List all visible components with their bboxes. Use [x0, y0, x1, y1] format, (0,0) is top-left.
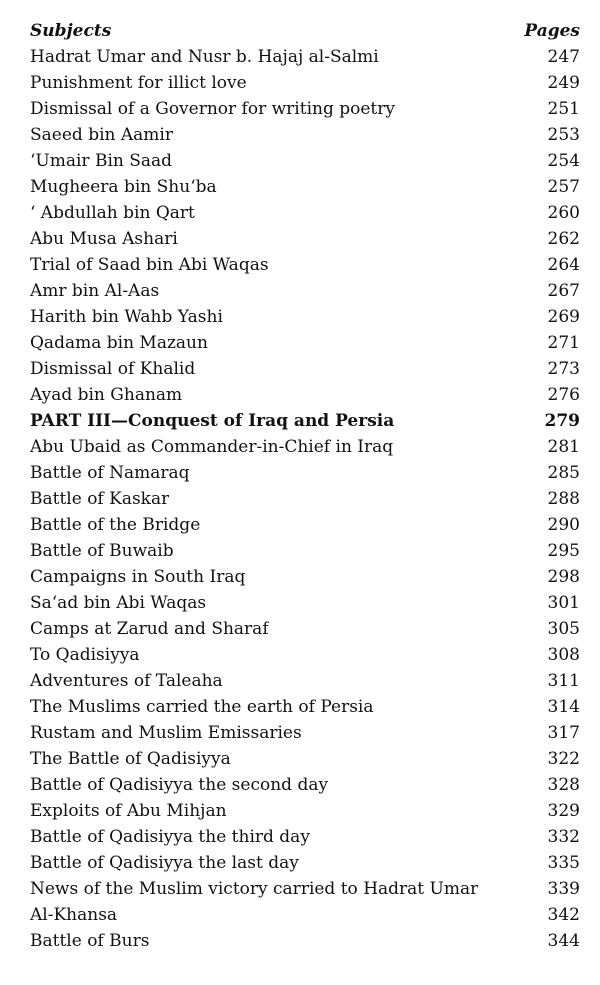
- toc-entry: [30, 512, 580, 538]
- toc-entry-subject: Amr bin Al-Aas: [30, 281, 160, 301]
- toc-entry: [30, 252, 580, 278]
- toc-entry-subject: To Qadisiyya: [30, 645, 140, 665]
- toc-entry: [30, 148, 580, 174]
- toc-entry-page: 335: [547, 853, 580, 873]
- toc-entry: [30, 772, 580, 798]
- toc-entry-page: 260: [547, 203, 580, 223]
- toc-entry-page: 251: [547, 99, 580, 119]
- toc-entry-subject: Harith bin Wahb Yashi: [30, 307, 223, 327]
- toc-entry: [30, 330, 580, 356]
- toc-entry: [30, 434, 580, 460]
- toc-entry: [30, 70, 580, 96]
- toc-entry: [30, 798, 580, 824]
- toc-entry: [30, 564, 580, 590]
- toc-entry-page: 253: [547, 125, 580, 145]
- toc-entry-subject: ‘Umair Bin Saad: [30, 151, 173, 171]
- toc-entry-page: 254: [547, 151, 580, 171]
- pages-heading: Pages: [524, 21, 580, 41]
- toc-entry: [30, 278, 580, 304]
- toc-entry: [30, 44, 580, 70]
- toc-entry-subject: Campaigns in South Iraq: [30, 567, 246, 587]
- toc-entry-page: 281: [547, 437, 580, 457]
- toc-entry-subject: Battle of Kaskar: [30, 489, 170, 509]
- toc-entry-page: 273: [547, 359, 580, 379]
- toc-list: [30, 44, 580, 954]
- toc-entry-subject: Dismissal of a Governor for writing poetry: [30, 99, 395, 119]
- toc-entry-page: 314: [547, 697, 580, 717]
- toc-entry-page: 311: [547, 671, 580, 691]
- toc-entry-subject: Qadama bin Mazaun: [30, 333, 208, 353]
- toc-entry: [30, 746, 580, 772]
- toc-entry-page: 257: [547, 177, 580, 197]
- toc-entry-subject: Battle of Qadisiyya the second day: [30, 775, 329, 795]
- toc-entry-subject: Al-Khansa: [30, 905, 118, 925]
- toc-entry-page: 279: [544, 411, 580, 431]
- toc-entry-page: 329: [547, 801, 580, 821]
- toc-entry-subject: Abu Ubaid as Commander-in-Chief in Iraq: [30, 437, 394, 457]
- toc-entry-page: 328: [547, 775, 580, 795]
- toc-entry: [30, 720, 580, 746]
- toc-entry: [30, 850, 580, 876]
- toc-entry: [30, 616, 580, 642]
- toc-entry-page: 301: [547, 593, 580, 613]
- toc-entry: [30, 200, 580, 226]
- toc-entry-page: 249: [547, 73, 580, 93]
- toc-entry: [30, 824, 580, 850]
- toc-entry-page: 290: [547, 515, 580, 535]
- toc-entry-subject: Saeed bin Aamir: [30, 125, 173, 145]
- toc-entry-subject: Battle of Burs: [30, 931, 150, 951]
- toc-entry-subject: Abu Musa Ashari: [30, 229, 178, 249]
- toc-entry-subject: Rustam and Muslim Emissaries: [30, 723, 302, 743]
- toc-entry-page: 298: [547, 567, 580, 587]
- toc-entry-page: 262: [547, 229, 580, 249]
- toc-entry-page: 332: [547, 827, 580, 847]
- toc-entry: [30, 928, 580, 954]
- toc-entry-subject: Ayad bin Ghanam: [30, 385, 183, 405]
- toc-entry: [30, 902, 580, 928]
- toc-entry-subject: Trial of Saad bin Abi Waqas: [30, 255, 269, 275]
- toc-entry-subject: Sa‘ad bin Abi Waqas: [30, 593, 207, 613]
- toc-entry-page: 317: [547, 723, 580, 743]
- toc-part-heading: [30, 408, 580, 434]
- toc-entry: [30, 356, 580, 382]
- toc-entry-page: 305: [547, 619, 580, 639]
- toc-entry-page: 276: [547, 385, 580, 405]
- toc-entry: [30, 382, 580, 408]
- toc-entry-page: 271: [547, 333, 580, 353]
- toc-entry-page: 308: [547, 645, 580, 665]
- toc-entry-subject: Battle of Buwaib: [30, 541, 174, 561]
- toc-entry: [30, 876, 580, 902]
- toc-entry-subject: The Muslims carried the earth of Persia: [30, 697, 374, 717]
- toc-entry-subject: Battle of Qadisiyya the last day: [30, 853, 299, 873]
- toc-entry-page: 339: [547, 879, 580, 899]
- toc-entry-subject: Punishment for illict love: [30, 73, 247, 93]
- toc-entry: [30, 590, 580, 616]
- toc-entry-subject: PART III—Conquest of Iraq and Persia: [30, 411, 395, 431]
- toc-entry-subject: Mugheera bin Shu‘ba: [30, 177, 217, 197]
- toc-entry-subject: Dismissal of Khalid: [30, 359, 196, 379]
- toc-entry-page: 264: [547, 255, 580, 275]
- toc-entry-subject: Battle of Qadisiyya the third day: [30, 827, 310, 847]
- toc-entry-subject: Adventures of Taleaha: [30, 671, 223, 691]
- toc-entry: [30, 96, 580, 122]
- toc-entry-page: 267: [547, 281, 580, 301]
- subjects-heading: Subjects: [30, 21, 112, 41]
- toc-entry-subject: News of the Muslim victory carried to Hadrat Umar: [30, 879, 479, 899]
- toc-entry-subject: ‘ Abdullah bin Qart: [30, 203, 195, 223]
- toc-entry-page: 247: [547, 47, 580, 67]
- toc-entry-subject: Hadrat Umar and Nusr b. Hajaj al-Salmi: [30, 47, 379, 67]
- toc-entry-page: 344: [547, 931, 580, 951]
- toc-entry-subject: Battle of the Bridge: [30, 515, 201, 535]
- toc-entry-page: 269: [547, 307, 580, 327]
- toc-entry: [30, 486, 580, 512]
- toc-entry-subject: The Battle of Qadisiyya: [30, 749, 231, 769]
- toc-entry-page: 285: [547, 463, 580, 483]
- toc-entry: [30, 642, 580, 668]
- toc-entry: [30, 668, 580, 694]
- toc-header: [30, 18, 580, 44]
- toc-entry: [30, 174, 580, 200]
- toc-entry-subject: Exploits of Abu Mihjan: [30, 801, 227, 821]
- toc-entry: [30, 460, 580, 486]
- toc-entry: [30, 538, 580, 564]
- toc-entry-page: 295: [547, 541, 580, 561]
- toc-entry-page: 288: [547, 489, 580, 509]
- toc-entry-subject: Battle of Namaraq: [30, 463, 190, 483]
- toc-entry: [30, 226, 580, 252]
- toc-entry-page: 342: [547, 905, 580, 925]
- toc-entry-page: 322: [547, 749, 580, 769]
- toc-entry: [30, 122, 580, 148]
- toc-entry: [30, 304, 580, 330]
- toc-entry: [30, 694, 580, 720]
- toc-entry-subject: Camps at Zarud and Sharaf: [30, 619, 269, 639]
